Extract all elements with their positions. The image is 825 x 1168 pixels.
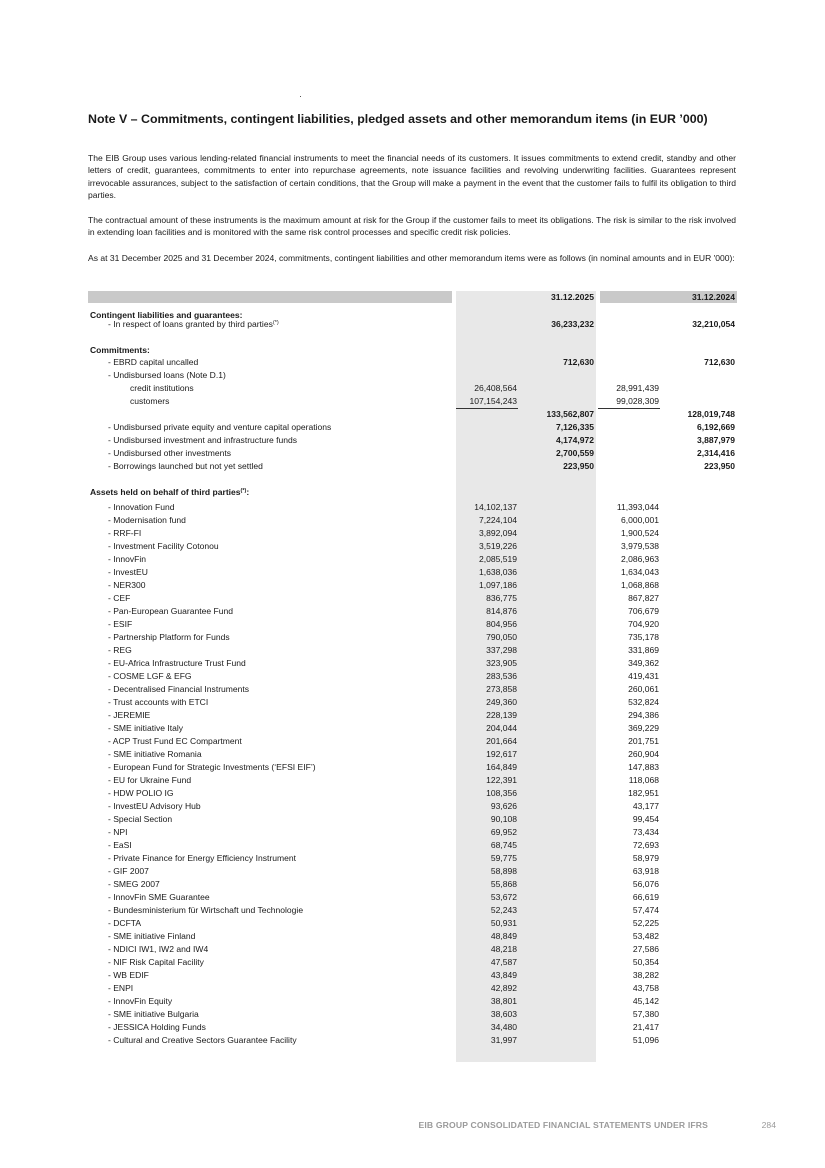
value-2025-detail: 249,360 [486,697,517,707]
spacer-row [0,473,825,486]
value-2024-detail: 28,991,439 [616,383,659,393]
value-2024-detail: 1,068,868 [620,580,659,590]
value-2024-detail: 3,979,538 [620,541,659,551]
value-2025-total: 223,950 [563,461,594,471]
row-label: customers [130,396,170,406]
value-2025-total: 2,700,559 [555,448,594,458]
row-label: - Investment Facility Cotonou [108,541,219,551]
table-row [0,460,825,473]
value-2025-detail: 48,849 [490,931,517,941]
spacer-row [0,331,825,344]
value-2025-detail: 31,997 [490,1035,517,1045]
value-2025-detail: 68,745 [490,840,517,850]
table-row [0,982,825,995]
value-2024-detail: 63,918 [632,866,659,876]
value-2025-detail: 2,085,519 [478,554,517,564]
row-label: - NER300 [108,580,146,590]
footer-title: EIB GROUP CONSOLIDATED FINANCIAL STATEMENTS UNDER IFRS [418,1120,708,1130]
table-row [0,579,825,592]
table-row [0,761,825,774]
table-row [0,395,825,408]
value-2025-detail: 228,139 [486,710,517,720]
value-2025-detail: 204,044 [486,723,517,733]
row-label: - Decentralised Financial Instruments [108,684,250,694]
table-row [0,421,825,434]
table-row [0,878,825,891]
table-row [0,540,825,553]
row-label: - HDW POLIO IG [108,788,174,798]
row-label: - Undisbursed loans (Note D.1) [108,370,226,380]
row-label: - Innovation Fund [108,502,175,512]
value-2024-detail: 99,454 [632,814,659,824]
stray-dot [300,96,301,97]
table-row [0,369,825,382]
value-2025-detail: 3,519,226 [478,541,517,551]
row-label: - GIF 2007 [108,866,149,876]
row-label: - Trust accounts with ETCI [108,697,209,707]
row-label: - Undisbursed other investments [108,448,232,458]
table-row [0,631,825,644]
row-label: - SME initiative Finland [108,931,196,941]
value-2025-detail: 201,664 [486,736,517,746]
table-row [0,618,825,631]
table-row [0,356,825,369]
row-label: - SME initiative Italy [108,723,184,733]
table-row [0,748,825,761]
value-2024-detail: 56,076 [632,879,659,889]
row-label: credit institutions [130,383,194,393]
row-label: - Undisbursed private equity and venture capital operations [108,422,332,432]
table-row [0,1034,825,1047]
row-label: - CEF [108,593,131,603]
value-2025-detail: 273,858 [486,684,517,694]
value-2024-total: 3,887,979 [696,435,735,445]
table-row [0,891,825,904]
table-header-bar [88,291,452,303]
table-row [0,995,825,1008]
value-2024-detail: 182,951 [628,788,659,798]
row-label: - RRF-FI [108,528,142,538]
value-2025-detail: 38,603 [490,1009,517,1019]
table-row [0,566,825,579]
value-2024-detail: 57,474 [632,905,659,915]
value-2024-detail: 147,883 [628,762,659,772]
value-2024-detail: 2,086,963 [620,554,659,564]
row-label: Assets held on behalf of third parties(*): [90,487,250,497]
value-2025-detail: 283,536 [486,671,517,681]
value-2025-detail: 58,898 [490,866,517,876]
as-at-paragraph: As at 31 December 2025 and 31 December 2024, commitments, contingent liabilities and other memorandum items were as follows (in nominal amounts and in EUR '000): [88,253,735,263]
table-row [0,709,825,722]
table-row [0,800,825,813]
page-number: 284 [761,1120,776,1130]
value-2025-detail: 34,480 [490,1022,517,1032]
value-2025-detail: 337,298 [486,645,517,655]
column-header-2024: 31.12.2024 [691,292,735,302]
value-2024-detail: 57,380 [632,1009,659,1019]
value-2025-detail: 107,154,243 [469,396,517,406]
table-row [0,813,825,826]
value-2025-detail: 69,952 [490,827,517,837]
value-2024-detail: 58,979 [632,853,659,863]
row-label: Commitments: [90,345,150,355]
row-label: - ENPI [108,983,134,993]
table-row [0,447,825,460]
row-label: - EU for Ukraine Fund [108,775,192,785]
value-2024-total: 128,019,748 [687,409,735,419]
table-row [0,644,825,657]
row-label: Contingent liabilities and guarantees: [90,310,243,320]
value-2024-detail: 38,282 [632,970,659,980]
value-2025-total: 36,233,232 [551,319,594,329]
row-label: - Bundesministerium für Wirtschaft und Technologie [108,905,304,915]
value-2025-detail: 804,956 [486,619,517,629]
value-2025-detail: 59,775 [490,853,517,863]
value-2025-detail: 192,617 [486,749,517,759]
value-2024-detail: 45,142 [632,996,659,1006]
row-label: - InnovFin [108,554,147,564]
value-2025-total: 7,126,335 [555,422,594,432]
table-row [0,865,825,878]
table-row [0,826,825,839]
value-2024-total: 2,314,416 [696,448,735,458]
table-row [0,605,825,618]
value-2024-detail: 72,693 [632,840,659,850]
value-2025-detail: 53,672 [490,892,517,902]
table-row [0,917,825,930]
value-2024-detail: 43,177 [632,801,659,811]
table-row [0,696,825,709]
row-label: - Cultural and Creative Sectors Guarantee Facility [108,1035,297,1045]
value-2024-detail: 99,028,309 [616,396,659,406]
value-2024-detail: 11,393,044 [616,502,659,512]
value-2024-detail: 6,000,001 [620,515,659,525]
value-2025-detail: 122,391 [486,775,517,785]
table-row [0,501,825,514]
value-2024-detail: 52,225 [632,918,659,928]
value-2025-detail: 814,876 [486,606,517,616]
value-2024-detail: 260,061 [628,684,659,694]
row-label: - REG [108,645,132,655]
table-row [0,930,825,943]
value-2025-detail: 90,108 [490,814,517,824]
value-2025-detail: 93,626 [490,801,517,811]
table-row [0,657,825,670]
table-row [0,787,825,800]
row-label: - NDICI IW1, IW2 and IW4 [108,944,209,954]
value-2025-detail: 26,408,564 [474,383,517,393]
table-row [0,904,825,917]
value-2025-detail: 43,849 [490,970,517,980]
table-row [0,670,825,683]
table-row [0,553,825,566]
table-row [0,852,825,865]
value-2025-detail: 323,905 [486,658,517,668]
value-2025-total: 712,630 [563,357,594,367]
value-2025-detail: 1,097,186 [478,580,517,590]
row-label: - InnovFin SME Guarantee [108,892,210,902]
value-2024-total: 32,210,054 [692,319,735,329]
value-2024-detail: 21,417 [632,1022,659,1032]
row-label: - ESIF [108,619,133,629]
footnote-marker: (*) [272,320,279,326]
footnote-marker: (*) [240,488,247,494]
intro-paragraph: The EIB Group uses various lending-related financial instruments to meet the financial needs of its customers. It issues commitments to extend credit, standby and other letters of credit, guarantees, commitments to enter into repurchase agreements, note issuance facilities and revolving underwriting facilities. Guarantees represent irrevocable assurances, subject to the satisfaction of certain conditions, that the Group will make a payment in the event that the customer fails to fulfil its obligation to third parties. [88,153,736,201]
table-row [0,943,825,956]
row-label: - Pan-European Guarantee Fund [108,606,233,616]
value-2025-detail: 836,775 [486,593,517,603]
value-2024-detail: 27,586 [632,944,659,954]
value-2024-detail: 66,619 [632,892,659,902]
row-label: - European Fund for Strategic Investments (‘EFSI EIF’) [108,762,316,772]
note-title: Note V – Commitments, contingent liabilities, pledged assets and other memorandum items (in EUR ’000) [88,112,708,126]
table-row [0,434,825,447]
value-2025-total: 133,562,807 [546,409,594,419]
row-label: - COSME LGF & EFG [108,671,192,681]
row-label: - InvestEU [108,567,148,577]
row-label: - EU-Africa Infrastructure Trust Fund [108,658,246,668]
table-row [0,735,825,748]
value-2025-detail: 164,849 [486,762,517,772]
value-2024-detail: 532,824 [628,697,659,707]
table-row [0,839,825,852]
value-2025-total: 4,174,972 [555,435,594,445]
value-2025-detail: 790,050 [486,632,517,642]
table-row [0,408,825,421]
value-2024-detail: 735,178 [628,632,659,642]
table-row [0,969,825,982]
table-row [0,318,825,331]
value-2024-detail: 349,362 [628,658,659,668]
value-2024-detail: 50,354 [632,957,659,967]
value-2025-detail: 55,868 [490,879,517,889]
value-2024-detail: 294,386 [628,710,659,720]
row-label: - NIF Risk Capital Facility [108,957,204,967]
table-row [0,514,825,527]
value-2024-detail: 73,434 [632,827,659,837]
row-label: - Partnership Platform for Funds [108,632,230,642]
row-label: - InvestEU Advisory Hub [108,801,201,811]
row-label: - Modernisation fund [108,515,186,525]
table-row [0,592,825,605]
value-2024-detail: 51,096 [632,1035,659,1045]
value-2025-detail: 38,801 [490,996,517,1006]
row-label: - JEREMIE [108,710,151,720]
subtotal-rule-2025 [456,408,518,409]
risk-paragraph: The contractual amount of these instruments is the maximum amount at risk for the Group if the customer fails to meet its obligations. The risk is similar to the risk involved in extending loan facilities and is monitored with the same risk control processes and specific credit risk policies. [88,215,736,238]
table-row [0,382,825,395]
value-2025-detail: 47,587 [490,957,517,967]
value-2024-detail: 867,827 [628,593,659,603]
value-2024-detail: 369,229 [628,723,659,733]
row-label: - EaSI [108,840,132,850]
value-2025-detail: 108,356 [486,788,517,798]
row-label: - Borrowings launched but not yet settled [108,461,263,471]
value-2024-detail: 260,904 [628,749,659,759]
row-label: - EBRD capital uncalled [108,357,199,367]
value-2024-detail: 43,758 [632,983,659,993]
table-row [0,683,825,696]
value-2025-detail: 48,218 [490,944,517,954]
table-row [0,527,825,540]
value-2024-detail: 706,679 [628,606,659,616]
row-label: - SME initiative Bulgaria [108,1009,199,1019]
row-label: - In respect of loans granted by third parties(*) [108,319,279,329]
table-row [0,1021,825,1034]
column-header-2025: 31.12.2025 [550,292,594,302]
section-heading-row [0,486,825,499]
row-label: - Private Finance for Energy Efficiency Instrument [108,853,296,863]
value-2025-detail: 1,638,036 [478,567,517,577]
row-label: - SMEG 2007 [108,879,160,889]
subtotal-rule-2024 [598,408,660,409]
value-2024-detail: 1,634,043 [620,567,659,577]
row-label: - SME initiative Romania [108,749,202,759]
value-2024-detail: 704,920 [628,619,659,629]
label-suffix: : [246,487,250,497]
value-2024-detail: 419,431 [628,671,659,681]
table-row [0,774,825,787]
table-row [0,956,825,969]
value-2024-detail: 118,068 [628,775,659,785]
row-label: - JESSICA Holding Funds [108,1022,206,1032]
row-label: - WB EDIF [108,970,149,980]
value-2025-detail: 42,892 [490,983,517,993]
value-2024-total: 223,950 [704,461,735,471]
value-2025-detail: 50,931 [490,918,517,928]
table-row [0,722,825,735]
row-label: - Undisbursed investment and infrastructure funds [108,435,298,445]
value-2024-detail: 1,900,524 [620,528,659,538]
value-2024-detail: 53,482 [632,931,659,941]
value-2025-detail: 3,892,094 [478,528,517,538]
row-label: - Special Section [108,814,173,824]
value-2025-detail: 52,243 [490,905,517,915]
value-2024-total: 712,630 [704,357,735,367]
row-label: - InnovFin Equity [108,996,173,1006]
row-label: - ACP Trust Fund EC Compartment [108,736,242,746]
value-2024-detail: 201,751 [628,736,659,746]
value-2024-detail: 331,869 [628,645,659,655]
value-2025-detail: 14,102,137 [474,502,517,512]
row-label: - NPI [108,827,128,837]
row-label: - DCFTA [108,918,142,928]
value-2025-detail: 7,224,104 [478,515,517,525]
table-row [0,1008,825,1021]
value-2024-total: 6,192,669 [696,422,735,432]
